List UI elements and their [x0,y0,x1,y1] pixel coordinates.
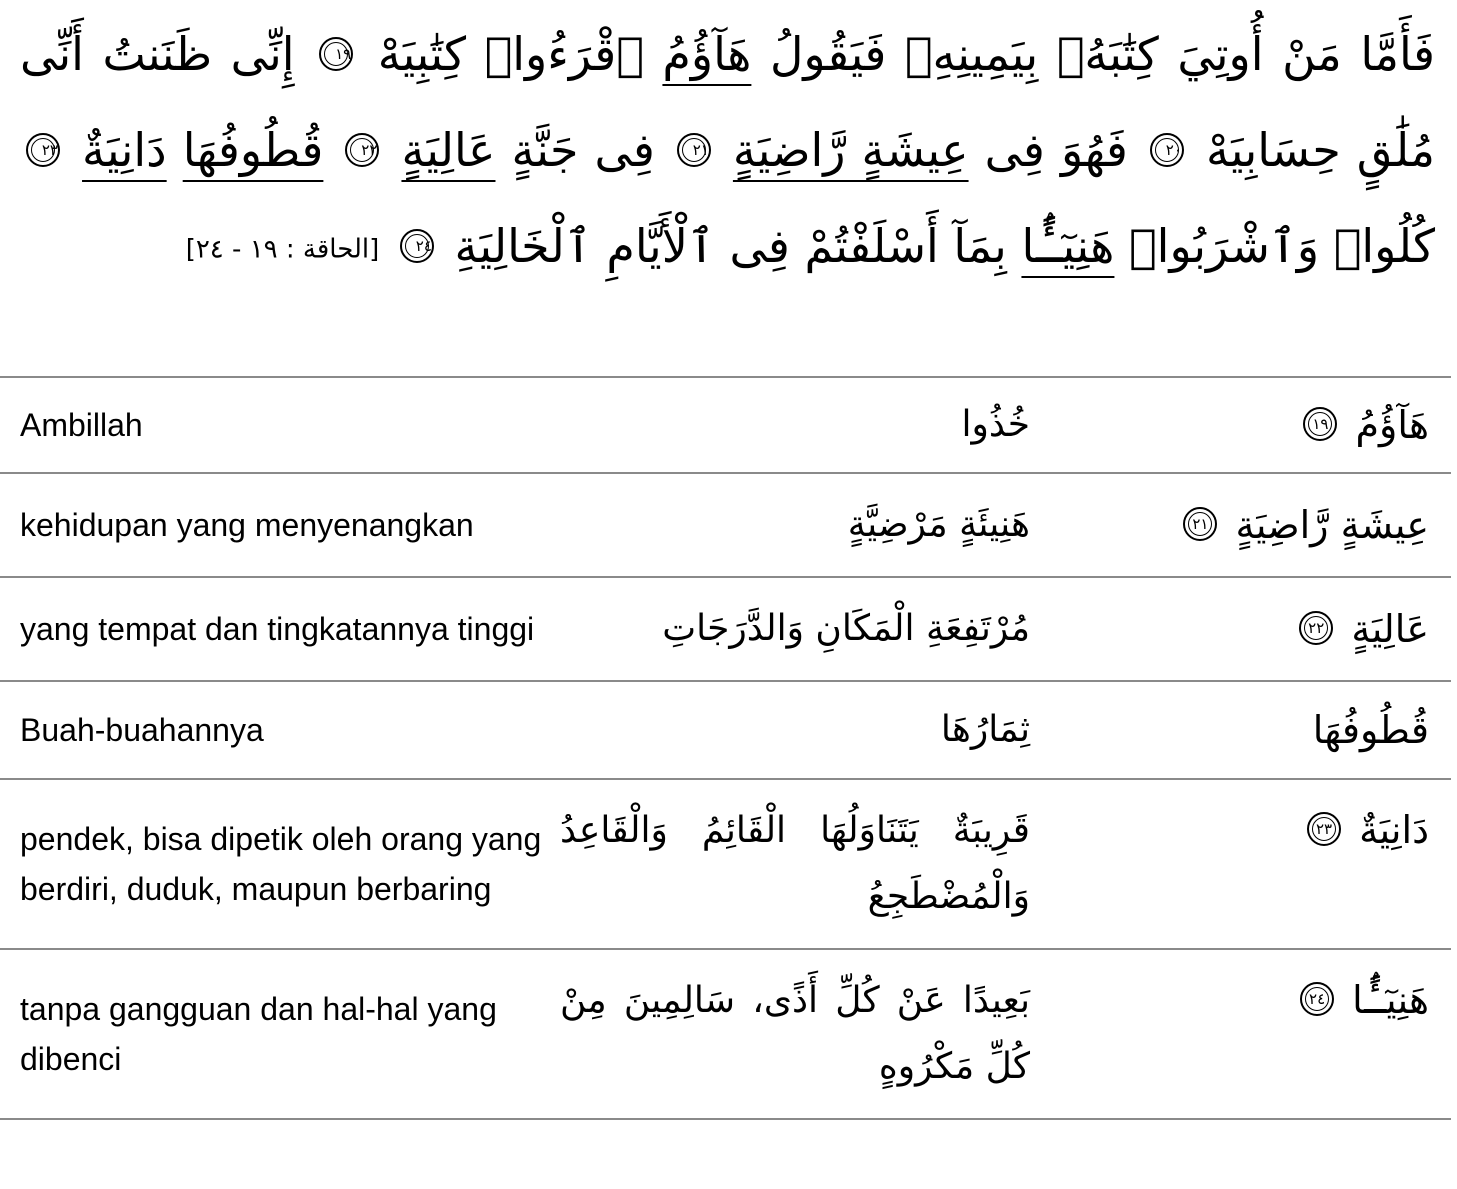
synonym-cell [560,473,1030,577]
ayah-marker-icon: ٢٢ [345,133,379,167]
arabic-word: عِيشَةٍ رَّاضِيَةٍ [1235,503,1429,547]
quran-verse-text [20,6,1435,298]
verse-segment: ٱقْرَءُوا۟ كِتَٰبِيَهْ [359,27,663,81]
synonym-cell [560,577,1030,681]
table-row [0,779,1451,949]
verse-segment: إِنِّى ظَنَنتُ أَنِّى مُلَٰقٍ حِسَابِيَهْ [20,27,1436,177]
table-row [0,949,1451,1119]
ayah-marker-icon: ٢٣ [1307,812,1341,846]
arabic-word: عَالِيَةٍ [1351,607,1429,651]
verse-segment: بِمَآ أَسْلَفْتُمْ فِى ٱلْأَيَّامِ ٱلْخَالِيَةِ [439,219,1022,273]
word-cell [1030,949,1451,1119]
meaning-cell: Ambillah [0,377,560,473]
verse-segment: فَهُوَ فِى [968,123,1144,177]
verse-segment: فَأَمَّا مَنْ أُوتِيَ كِتَٰبَهُۥ بِيَمِينِهِۦ فَيَقُولُ [751,27,1436,81]
synonym-text: هَنِيئَةٍ مَرْضِيَّةٍ [847,504,1030,545]
meaning-cell: kehidupan yang menyenangkan [0,473,560,577]
synonym-text: قَرِيبَةٌ يَتَنَاوَلُهَا الْقَائِمُ وَالْقَاعِدُ وَالْمُضْطَجِعُ [560,810,1030,917]
ayah-marker-icon: ٢١ [677,133,711,167]
arabic-word: قُطُوفُهَا [1312,708,1429,752]
ayah-marker-icon: ٢٢ [1299,611,1333,645]
verse-underlined-word: هَآؤُمُ [662,27,752,81]
word-cell [1030,681,1451,779]
ayah-marker-icon: ١٩ [1303,407,1337,441]
verse-segment [323,123,339,177]
word-cell [1030,779,1451,949]
word-cell [1030,473,1451,577]
verse-segment [167,123,183,177]
vocabulary-table [0,376,1451,1120]
table-row [0,377,1451,473]
meaning-cell: tanpa gangguan dan hal-hal yang dibenci [0,949,560,1119]
verse-segment [379,219,394,273]
ayah-marker-icon: ٢٤ [400,229,434,263]
table-row [0,473,1451,577]
table-row [0,681,1451,779]
synonym-cell [560,949,1030,1119]
synonym-text: بَعِيدًا عَنْ كُلِّ أَذًى، سَالِمِينَ مِنْ كُلِّ مَكْرُوهٍ [560,980,1030,1087]
word-cell [1030,377,1451,473]
synonym-cell [560,779,1030,949]
meaning-cell: yang tempat dan tingkatannya tinggi [0,577,560,681]
ayah-marker-icon: ٢٣ [26,133,60,167]
verse-underlined-word: دَانِيَةٌ [82,123,167,177]
arabic-word: هَآؤُمُ [1355,403,1429,447]
ayah-marker-icon: ٢٠ [1150,133,1184,167]
ayah-marker-icon: ٢١ [1183,507,1217,541]
verse-underlined-word: قُطُوفُهَا [182,123,324,177]
word-cell [1030,577,1451,681]
surah-reference: [الحاقة : ١٩ - ٢٤] [185,234,380,265]
arabic-word: دَانِيَةٌ [1359,808,1429,852]
synonym-text: خُذُوا [961,404,1030,445]
synonym-text: مُرْتَفِعَةِ الْمَكَانِ وَالدَّرَجَاتِ [662,608,1030,649]
verse-underlined-word: عِيشَةٍ رَّاضِيَةٍ [732,123,969,177]
synonym-text: ثِمَارُهَا [940,709,1030,750]
verse-segment: فِى جَنَّةٍ [495,123,671,177]
ayah-marker-icon: ١٩ [319,37,353,71]
meaning-cell: Buah-buahannya [0,681,560,779]
synonym-cell [560,377,1030,473]
verse-underlined-word: عَالِيَةٍ [401,123,496,177]
ayah-marker-icon: ٢٤ [1300,982,1334,1016]
verse-segment: كُلُوا۟ وَٱشْرَبُوا۟ [1114,219,1435,273]
table-row [0,577,1451,681]
verse-segment [717,123,733,177]
verse-segment [66,123,82,177]
arabic-word: هَنِيٓـًٔۢا [1352,978,1429,1022]
verse-segment [385,123,401,177]
synonym-cell [560,681,1030,779]
verse-underlined-word: هَنِيٓـًٔۢا [1021,219,1115,273]
meaning-cell: pendek, bisa dipetik oleh orang yang berdiri, duduk, maupun berbaring [0,779,560,949]
